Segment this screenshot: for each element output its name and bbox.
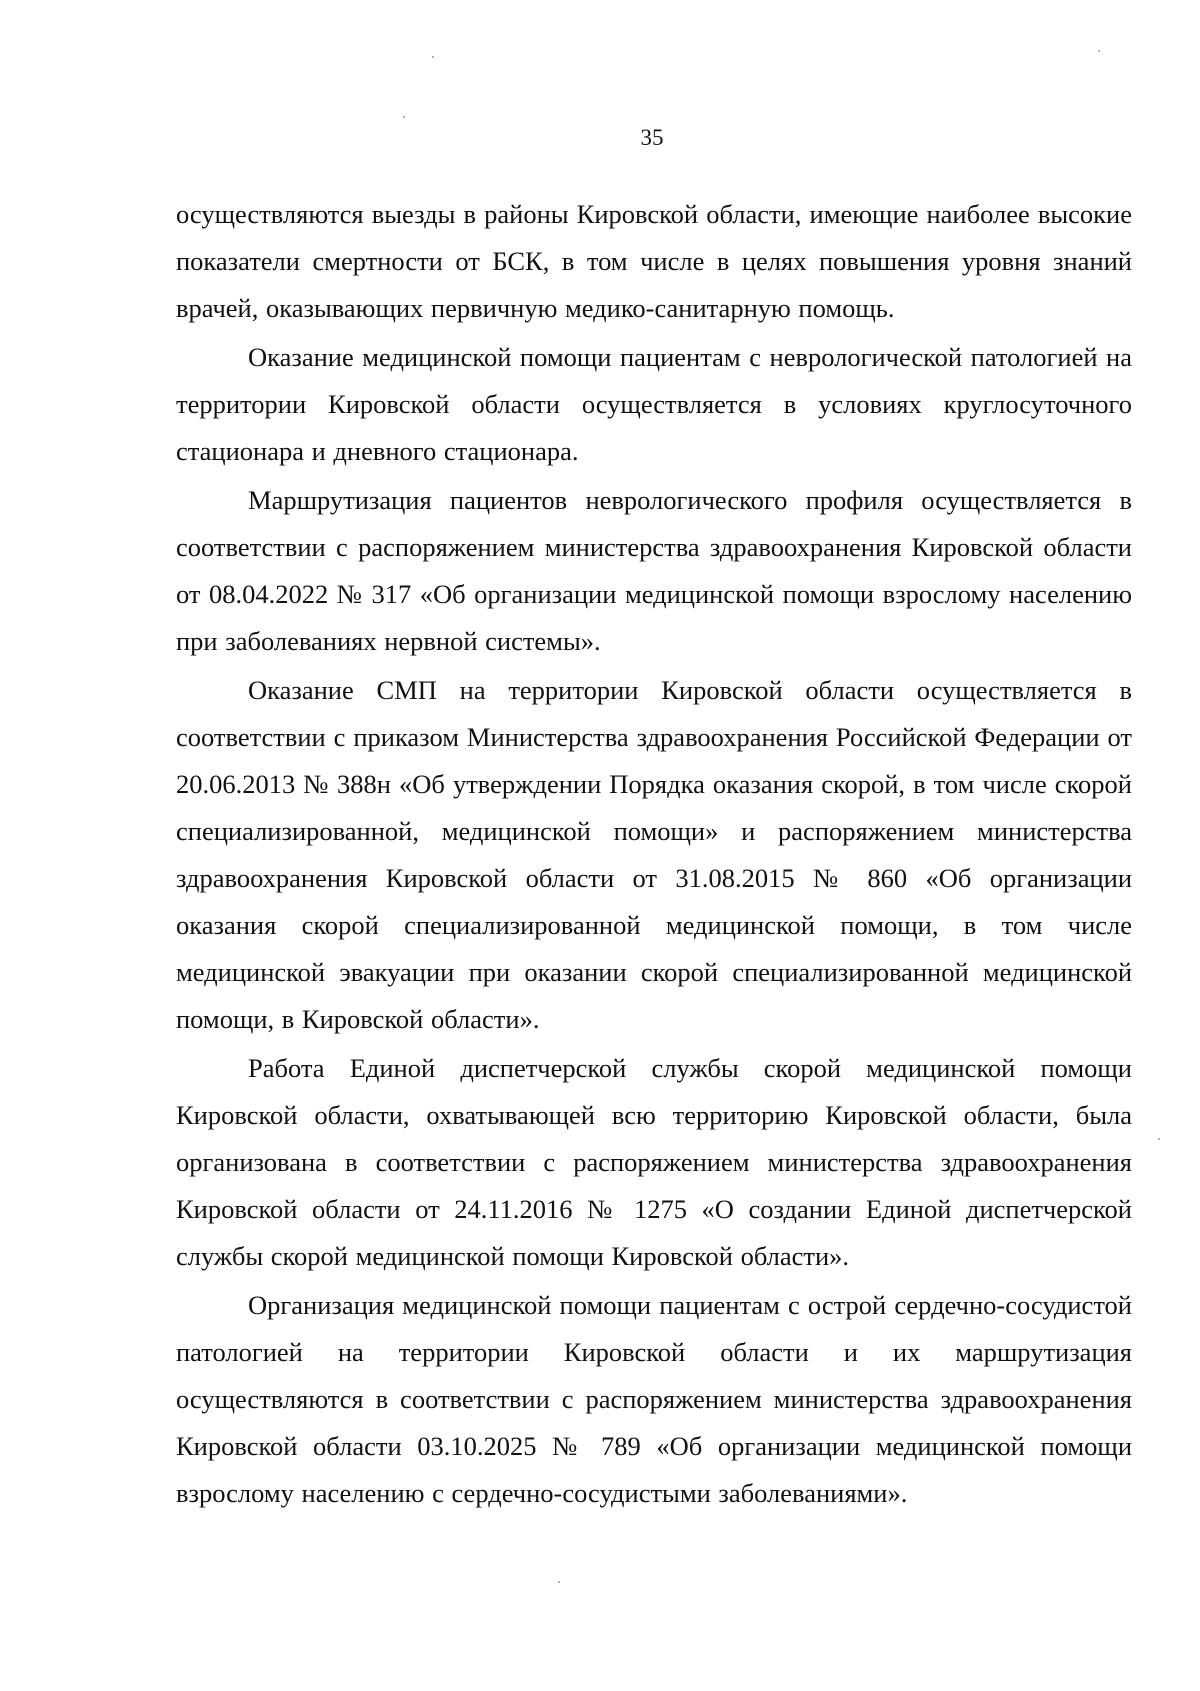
scan-speck [558, 1581, 560, 1583]
paragraph: Маршрутизация пациентов неврологического профиля осуществляется в соответствии с распоряжением министерства здравоохранения Кировской области от 08.04.2022 № 317 «Об организации медицинской помощи взрослому населению при заболеваниях нервной системы». [176, 485, 1132, 656]
paragraph: Организация медицинской помощи пациентам с острой сердечно-сосудистой патологией на территории Кировской области и их маршрутизация осуществляются в соответствии с распоряжением министерства здравоохранения Кировской области 03.10.2025 № 789 «Об организации медицинской помощи взрослому населению с сердечно-сосудистыми заболеваниями». [176, 1290, 1132, 1508]
page-number: 35 [640, 125, 664, 150]
paragraph: Оказание СМП на территории Кировской области осуществляется в соответствии с приказом Министерства здравоохранения Российской Федерации от 20.06.2013 № 388н «Об утверждении Порядка оказания скорой, в том числе скорой специализированной, медицинской помощи» и распоряжением министерства здравоохранения Кировской области от 31.08.2015 № 860 «Об организации оказания скорой специализированной медицинской помощи, в том числе медицинской эвакуации при оказании скорой специализированной медицинской помощи, в Кировской области». [176, 675, 1132, 1034]
paragraph: Оказание медицинской помощи пациентам с неврологической патологией на территории Кировской области осуществляется в условиях круглосуточного стационара и дневного стационара. [176, 342, 1132, 466]
document-body [176, 191, 1132, 1519]
scan-speck [1098, 50, 1100, 52]
scan-speck [432, 56, 434, 58]
paragraph: осуществляются выезды в районы Кировской области, имеющие наиболее высокие показатели смертности от БСК, в том числе в целях повышения уровня знаний врачей, оказывающих первичную медико-санитарную помощь. [176, 199, 1132, 323]
scan-speck [403, 116, 405, 118]
paragraph: Работа Единой диспетчерской службы скорой медицинской помощи Кировской области, охватывающей всю территорию Кировской области, была организована в соответствии с распоряжением министерства здравоохранения Кировской области от 24.11.2016 № 1275 «О создании Единой диспетчерской службы скорой медицинской помощи Кировской области». [176, 1053, 1132, 1271]
scan-speck [1158, 1138, 1160, 1140]
